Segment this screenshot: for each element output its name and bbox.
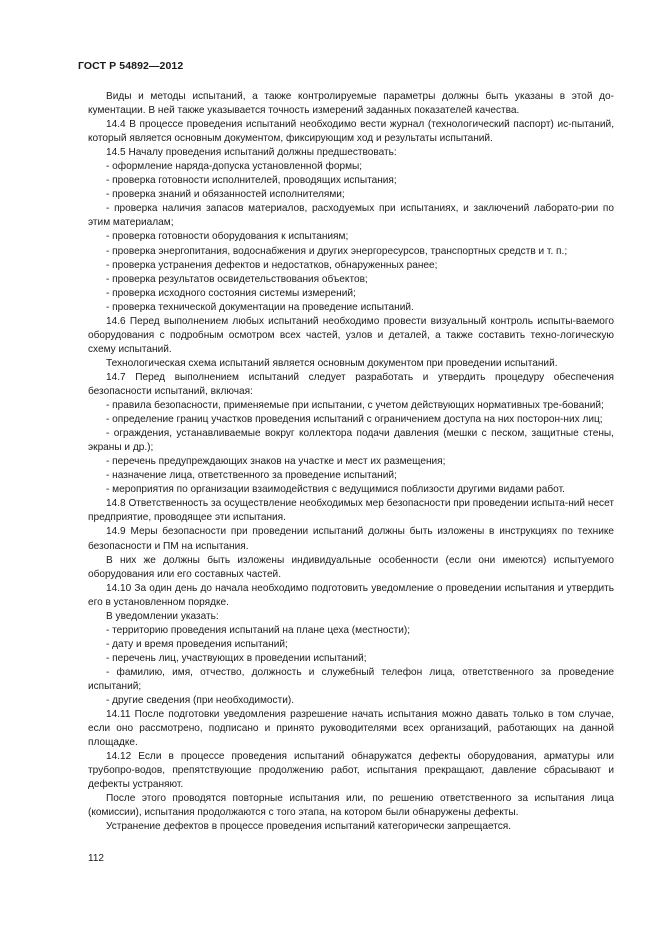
paragraph: - территорию проведения испытаний на плане цеха (местности); xyxy=(106,624,411,636)
paragraph: - проверка технической документации на проведение испытаний. xyxy=(106,301,414,313)
paragraph: - проверка готовности оборудования к испытаниям; xyxy=(106,231,349,243)
paragraph: - проверка энергопитания, водоснабжения и других энергоресурсов, транспортных средств и т. п.; xyxy=(106,245,568,257)
paragraph: - проверка наличия запасов материалов, расходуемых при испытаниях, и заключений лаборато-рии по этим материалам; xyxy=(88,203,614,229)
paragraph: После этого проводятся повторные испытания или, по решению ответственного за испытания лица (комиссии), испытания продолжаются с того этапа, на котором были обнаружены дефекты. xyxy=(88,793,614,819)
paragraph: - проверка исходного состояния системы измерений; xyxy=(106,287,356,299)
paragraph: 14.9 Меры безопасности при проведении испытаний должны быть изложены в инструкциях по технике безопасности и ПМ на испытания. xyxy=(88,526,614,552)
paragraph: 14.4 В процессе проведения испытаний необходимо вести журнал (технологический паспорт) ис-пытаний, который является основным документом, фиксирующим ход и результаты испытаний. xyxy=(88,119,614,145)
paragraph: В них же должны быть изложены индивидуальные особенности (если они имеются) испытуемого оборудования или его составных частей. xyxy=(88,554,614,580)
paragraph: 14.8 Ответственность за осуществление необходимых мер безопасности при проведении испыта-ний несет предприятие, проводящее эти испытания. xyxy=(88,498,614,524)
paragraph: 14.10 За один день до начала необходимо подготовить уведомление о проведении испытания и утвердить его в установленном порядке. xyxy=(88,582,614,608)
page-number: 112 xyxy=(88,853,104,864)
paragraph: 14.5 Началу проведения испытаний должны предшествовать: xyxy=(106,147,397,159)
paragraph: - правила безопасности, применяемые при испытании, с учетом действующих нормативных тре-бований; xyxy=(106,400,604,412)
paragraph: - проверка устранения дефектов и недостатков, обнаруженных ранее; xyxy=(106,259,438,271)
paragraph: - проверка готовности исполнителей, проводящих испытания; xyxy=(106,175,397,187)
paragraph: - дату и время проведения испытаний; xyxy=(106,638,288,650)
document-body xyxy=(88,90,614,834)
paragraph: Виды и методы испытаний, а также контролируемые параметры должны быть указаны в этой до-кументации. В ней также указывается точность измерений заданных показателей качества. xyxy=(88,91,614,117)
paragraph: - оформление наряда-допуска установленной формы; xyxy=(106,161,363,173)
paragraph: Технологическая схема испытаний является основным документом при проведении испытаний. xyxy=(106,357,558,369)
paragraph: Устранение дефектов в процессе проведения испытаний категорически запрещается. xyxy=(106,821,512,833)
paragraph: - определение границ участков проведения испытаний с ограничением доступа на них посторон-них лиц; xyxy=(106,414,603,426)
document-header: ГОСТ Р 54892—2012 xyxy=(78,60,184,72)
paragraph: - мероприятия по организации взаимодействия с ведущимися поблизости другими видами работ. xyxy=(106,484,565,496)
paragraph: - фамилию, имя, отчество, должность и служебный телефон лица, ответственного за проведение испытаний; xyxy=(88,666,614,692)
paragraph: - назначение лица, ответственного за проведение испытаний; xyxy=(106,470,397,482)
paragraph: 14.6 Перед выполнением любых испытаний необходимо провести визуальный контроль испыты-ваемого оборудования с подробным осмотром всех частей, узлов и деталей, а также составить техно-логическую схему испытаний. xyxy=(88,315,614,355)
paragraph: - проверка результатов освидетельствования объектов; xyxy=(106,273,368,285)
paragraph: - перечень лиц, участвующих в проведении испытаний; xyxy=(106,652,367,664)
paragraph: 14.7 Перед выполнением испытаний следует разработать и утвердить процедуру обеспечения безопасности испытаний, включая: xyxy=(88,371,614,397)
paragraph: В уведомлении указать: xyxy=(106,610,219,622)
paragraph: 14.12 Если в процессе проведения испытаний обнаружатся дефекты оборудования, арматуры или трубопро-водов, препятствующие продолжению работ, испытания прекращают, давление сбрасывают и дефекты устраняют. xyxy=(88,751,614,791)
paragraph: 14.11 После подготовки уведомления разрешение начать испытания можно давать только в том случае, если оно рассмотрено, подписано и принято руководителями всех организаций, работающих на данной площадке. xyxy=(88,709,614,749)
paragraph: - ограждения, устанавливаемые вокруг коллектора подачи давления (мешки с песком, защитные стены, экраны и др.); xyxy=(88,428,614,454)
paragraph: - другие сведения (при необходимости). xyxy=(106,695,295,707)
paragraph: - перечень предупреждающих знаков на участке и мест их размещения; xyxy=(106,456,446,468)
paragraph: - проверка знаний и обязанностей исполнителями; xyxy=(106,189,345,201)
